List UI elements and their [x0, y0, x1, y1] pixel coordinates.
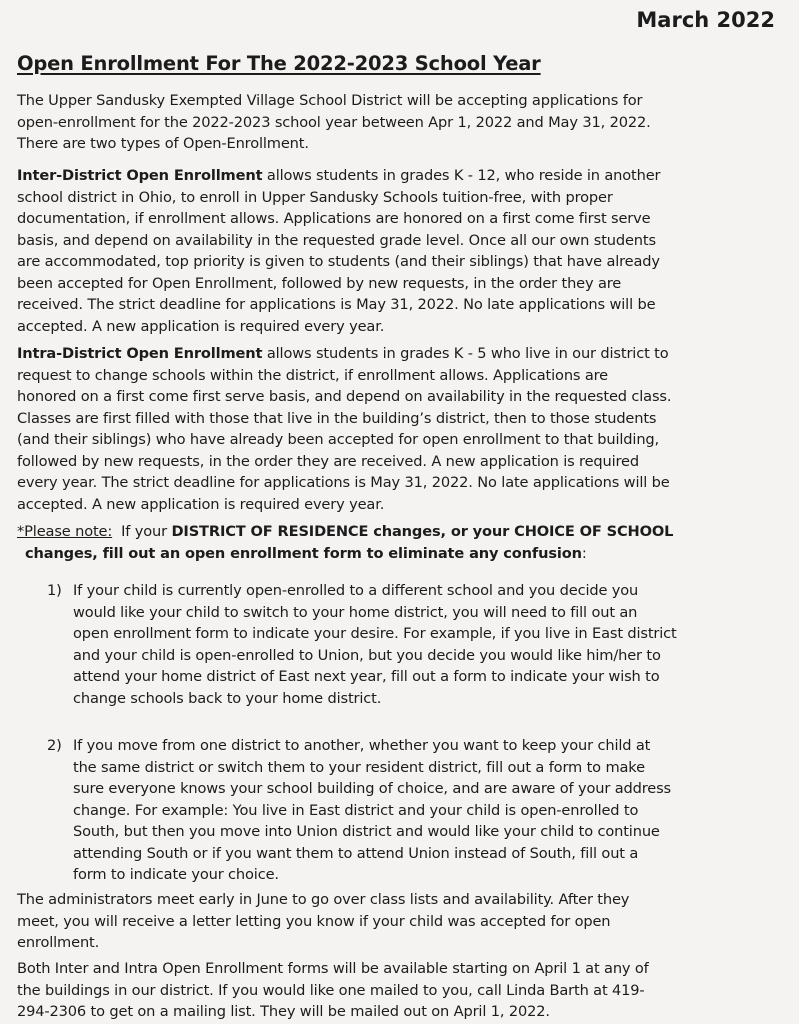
text-run: changes, fill out an open enrollment form to eliminate any confusion	[25, 544, 582, 562]
text-line: enrollment.	[17, 934, 100, 951]
text-line: form to indicate your choice.	[73, 866, 279, 883]
text-line: (and their siblings) who have already been accepted for open enrollment to that building,	[17, 431, 660, 448]
inter-district-paragraph	[17, 165, 792, 337]
text-line	[17, 521, 792, 543]
text-line: change schools back to your home district.	[73, 689, 382, 707]
text-line	[17, 165, 792, 187]
text-run: If your	[112, 523, 172, 540]
text-line: received. The strict deadline for applications is May 31, 2022. No late applications will be	[17, 296, 656, 313]
text-run: DISTRICT OF RESIDENCE changes, or your CHOICE OF SCHOOL	[171, 523, 674, 540]
intra-district-heading: Intra-District Open Enrollment	[17, 345, 263, 362]
administrators-paragraph	[17, 889, 792, 954]
text-line: Both Inter and Intra Open Enrollment forms will be available starting on April 1 at any of	[17, 960, 649, 977]
article-title: Open Enrollment For The 2022-2023 School Year	[17, 52, 541, 75]
text-line: Classes are first filled with those that live in the building’s district, then to those students	[17, 409, 657, 427]
text-line: every year. The strict deadline for applications is May 31, 2022. No late applications will be	[17, 474, 670, 491]
text-line	[17, 343, 792, 365]
newsletter-date: March 2022	[636, 8, 775, 32]
please-note-paragraph	[17, 521, 792, 564]
text-line: change. For example: You live in East district and your child is open-enrolled to	[73, 801, 639, 819]
text-line: meet, you will receive a letter letting you know if your child was accepted for open	[17, 912, 611, 930]
text-run: allows students in grades K - 12, who reside in another	[262, 167, 661, 184]
list-number: 2)	[47, 737, 62, 754]
text-line: The Upper Sandusky Exempted Village School District will be accepting applications for	[17, 92, 643, 109]
text-line: There are two types of Open-Enrollment.	[17, 135, 309, 152]
text-line: the buildings in our district. If you would like one mailed to you, call Linda Barth at 419-	[17, 981, 645, 999]
text-line: accepted. A new application is required every year.	[17, 317, 385, 335]
text-line	[17, 543, 792, 565]
text-line: attend your home district of East next year, fill out a form to indicate your wish to	[73, 668, 660, 685]
text-line: open enrollment form to indicate your desire. For example, if you live in East district	[73, 625, 677, 642]
intro-paragraph	[17, 90, 792, 155]
text-line: attending South or if you want them to attend Union instead of South, fill out a	[73, 844, 639, 862]
list-item-1	[47, 580, 788, 709]
text-line: If your child is currently open-enrolled to a different school and you decide you	[73, 582, 639, 599]
list-item-2	[47, 735, 788, 886]
text-line: followed by new requests, in the order they are received. A new application is required	[17, 452, 639, 470]
text-line: accepted. A new application is required every year.	[17, 495, 385, 513]
text-run: allows students in grades K - 5 who live in our district to	[262, 345, 669, 362]
text-line: been accepted for Open Enrollment, followed by new requests, in the order they are	[17, 274, 622, 292]
text-line: South, but then you move into Union district and would like your child to continue	[73, 823, 660, 840]
text-line: request to change schools within the district, if enrollment allows. Applications are	[17, 366, 609, 384]
text-line: sure everyone knows your school building of choice, and are aware of your address	[73, 780, 671, 797]
intra-district-paragraph	[17, 343, 792, 515]
text-run: :	[581, 544, 587, 562]
text-line: If you move from one district to another, whether you want to keep your child at	[73, 737, 651, 754]
text-line: documentation, if enrollment allows. Applications are honored on a first come first serve	[17, 210, 651, 227]
text-line: The administrators meet early in June to go over class lists and availability. After they	[17, 891, 630, 908]
inter-district-heading: Inter-District Open Enrollment	[17, 167, 263, 184]
text-line: are accommodated, top priority is given to students (and their siblings) that have already	[17, 253, 660, 270]
text-line: open-enrollment for the 2022-2023 school year between Apr 1, 2022 and May 31, 2022.	[17, 113, 651, 131]
list-number: 1)	[47, 582, 62, 599]
text-line: would like your child to switch to your home district, you will need to fill out an	[73, 603, 638, 621]
text-line: 294-2306 to get on a mailing list. They will be mailed out on April 1, 2022.	[17, 1003, 550, 1020]
please-note-label: *Please note:	[17, 523, 113, 540]
text-line: basis, and depend on availability in the requested grade level. Once all our own students	[17, 231, 656, 249]
text-line: the same district or switch them to your resident district, fill out a form to make	[73, 758, 645, 776]
text-line: school district in Ohio, to enroll in Upper Sandusky Schools tuition-free, with proper	[17, 188, 613, 206]
text-line: honored on a first come first serve basis, and depend on availability in the requested class.	[17, 388, 672, 405]
forms-availability-paragraph	[17, 958, 792, 1023]
text-line: and your child is open-enrolled to Union, but you decide you would like him/her to	[73, 646, 661, 664]
